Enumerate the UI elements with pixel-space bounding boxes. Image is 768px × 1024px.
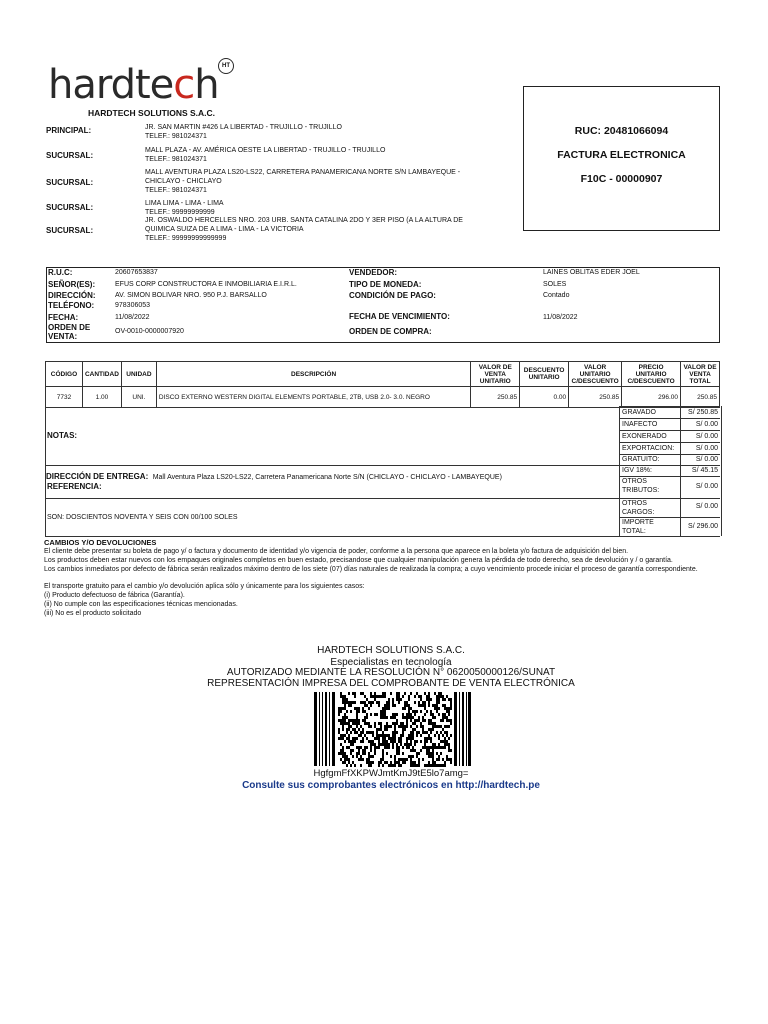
divider <box>619 406 720 407</box>
footer-slogan: Especialistas en tecnología <box>330 657 452 668</box>
logo-text-main: hardte <box>48 62 174 108</box>
returns-paragraph: Los productos deben estar nuevos con los empaques originales completos en buen estado, precisandose que cualquier manipulación genera la pérdida de todo derecho, sea de devolución y / o garantía. <box>44 557 673 564</box>
total-label-gravado: GRAVADO <box>622 409 656 416</box>
branch-address-sucursal-3 <box>145 199 505 217</box>
branch-line: MALL PLAZA - AV. AMÉRICA OESTE LA LIBERTAD - TRUJILLO - TRUJILLO <box>145 147 386 154</box>
total-value-gravado: S/ 250.85 <box>688 409 718 416</box>
client-order-label <box>48 323 90 341</box>
col-quantity: CANTIDAD <box>82 362 121 387</box>
consult-link[interactable]: Consulte sus comprobantes electrónicos en http://hardtech.pe <box>242 780 540 791</box>
total-value-grand-total: S/ 296.00 <box>688 523 718 530</box>
branch-label-sucursal-1: SUCURSAL: <box>46 151 94 160</box>
logo-badge: HT <box>218 58 234 74</box>
branch-label-principal: PRINCIPAL: <box>46 126 92 135</box>
branch-label-sucursal-4: SUCURSAL: <box>46 226 94 235</box>
delivery-label: DIRECCIÓN DE ENTREGA: <box>46 472 149 481</box>
total-label-inafecto: INAFECTO <box>622 421 658 428</box>
due-date: 11/08/2022 <box>543 314 578 321</box>
purchase-order-label: ORDEN DE COMPRA: <box>349 327 432 336</box>
col-total: VALOR DE VENTA TOTAL <box>681 362 720 387</box>
client-ruc: 20607653837 <box>115 269 158 276</box>
col-unit-price-discount: PRECIO UNITARIO C/DESCUENTO <box>622 362 681 387</box>
cell-unit: UNI. <box>121 387 156 408</box>
delivery-address-row <box>46 466 502 484</box>
branch-address-principal <box>145 123 505 141</box>
branch-phone: TELEF.: 99999999999999 <box>145 235 227 242</box>
divider <box>619 442 720 443</box>
returns-case: (iii) No es el producto solicitado <box>44 610 142 617</box>
total-value-other-taxes: S/ 0.00 <box>695 483 718 490</box>
payment: Contado <box>543 292 570 299</box>
invoice-type: FACTURA ELECTRONICA <box>557 149 686 161</box>
cell-quantity: 1.00 <box>82 387 121 408</box>
invoice-number: F10C - 00000907 <box>580 173 663 185</box>
notes-label: NOTAS: <box>47 431 78 440</box>
footer-hash: HgfgmFfXKPWJmtKmJ9tE5lo7amg= <box>313 768 469 779</box>
client-address-label: DIRECCIÓN: <box>48 291 96 300</box>
payment-label: CONDICIÓN DE PAGO: <box>349 291 436 300</box>
total-label-grand-total: IMPORTE TOTAL: <box>622 519 654 535</box>
cell-discount: 0.00 <box>520 387 569 408</box>
total-label-other-taxes: OTROS TRIBUTOS: <box>622 478 660 494</box>
branch-line: LIMA LIMA - LIMA - LIMA <box>145 200 224 207</box>
branch-address-sucursal-4 <box>145 216 515 243</box>
branch-line: JR. SAN MARTIN #426 LA LIBERTAD - TRUJILLO - TRUJILLO <box>145 124 342 131</box>
total-label-igv: IGV 18%: <box>622 467 652 474</box>
client-name: EFUS CORP CONSTRUCTORA E INMOBILIARIA E.I.R.L. <box>115 281 297 288</box>
client-info-box <box>46 267 720 343</box>
col-code: CÓDIGO <box>46 362 83 387</box>
branch-address-sucursal-1 <box>145 146 505 164</box>
total-value-exportacion: S/ 0.00 <box>695 445 718 452</box>
items-header-row <box>46 362 720 387</box>
order-label-line2: VENTA: <box>48 332 78 341</box>
client-phone: 978306053 <box>115 302 151 309</box>
branch-phone: TELEF.: 981024371 <box>145 156 207 163</box>
total-value-inafecto: S/ 0.00 <box>695 421 718 428</box>
footer-representation: REPRESENTACIÓN IMPRESA DEL COMPROBANTE DE VENTA ELECTRÓNICA <box>207 678 575 689</box>
items-table <box>45 361 720 408</box>
divider <box>619 454 720 455</box>
returns-paragraph: Los cambios inmediatos por defecto de fábrica serán realizados máximo dentro de los siete (07) días naturales de realizada la compra; a cuyo vencimiento procede iniciar el proceso de garantía correspondiente. <box>44 566 698 573</box>
client-date-label: FECHA: <box>48 313 79 322</box>
col-description: DESCRIPCIÓN <box>156 362 470 387</box>
company-logo <box>48 62 248 108</box>
col-discount: DESCUENTO UNITARIO <box>520 362 569 387</box>
divider <box>619 418 720 419</box>
returns-title: CAMBIOS Y/O DEVOLUCIONES <box>44 538 157 547</box>
returns-paragraph: El transporte gratuito para el cambio y/o devolución aplica sólo y únicamente para los siguientes casos: <box>44 583 365 590</box>
branch-phone: TELEF.: 99999999999 <box>145 209 215 216</box>
cell-code: 7732 <box>46 387 83 408</box>
branch-line: QUIMICA SUIZA DE A LIMA - LIMA - LA VICTORIA <box>145 226 304 233</box>
returns-case: (ii) No cumple con las especificaciones técnicas mencionadas. <box>44 601 238 608</box>
branch-line: CHICLAYO - CHICLAYO <box>145 178 222 185</box>
logo-text-end: h <box>194 62 219 108</box>
total-label-other-charges: OTROS CARGOS: <box>622 500 655 516</box>
cell-unit-value-discount: 250.85 <box>569 387 622 408</box>
logo-text-accent: c <box>173 62 195 108</box>
company-name: HARDTECH SOLUTIONS S.A.C. <box>88 108 216 118</box>
footer-company: HARDTECH SOLUTIONS S.A.C. <box>317 645 465 656</box>
delivery-address: Mall Aventura Plaza LS20-LS22, Carretera Panamericana Norte S/N (CHICLAYO - CHICLAYO - LAMBAYEQUE) <box>152 474 502 481</box>
branch-line: MALL AVENTURA PLAZA LS20-LS22, CARRETERA PANAMERICANA NORTE S/N LAMBAYEQUE - <box>145 169 461 176</box>
returns-paragraph: El cliente debe presentar su boleta de pago y/ o factura y documento de identidad y/o vigencia de poder, conforme a la persona que aparece en la boleta y/o factura de adquisición del bien. <box>44 548 629 555</box>
total-value-exonerado: S/ 0.00 <box>695 433 718 440</box>
barcode-icon <box>312 690 472 768</box>
reference-label: REFERENCIA: <box>47 482 102 491</box>
due-date-label: FECHA DE VENCIMIENTO: <box>349 312 450 321</box>
returns-policy <box>44 538 722 618</box>
client-phone-label: TELÉFONO: <box>48 301 95 310</box>
amount-in-words: SON: DOSCIENTOS NOVENTA Y SEIS CON 00/100 SOLES <box>47 514 238 521</box>
branch-address-sucursal-2 <box>145 168 515 195</box>
currency-label: TIPO DE MONEDA: <box>349 280 422 289</box>
order-label-line1: ORDEN DE <box>48 323 91 332</box>
total-label-exportacion: EXPORTACION: <box>622 445 675 452</box>
seller-label: VENDEDOR: <box>349 268 398 277</box>
col-unit: UNIDAD <box>121 362 156 387</box>
branch-phone: TELEF.: 981024371 <box>145 187 207 194</box>
client-ruc-label: R.U.C: <box>48 268 73 277</box>
total-label-gratuito: GRATUITO: <box>622 456 660 463</box>
col-unit-value: VALOR DE VENTA UNITARIO <box>471 362 520 387</box>
client-order: OV-0010-0000007920 <box>115 328 184 335</box>
branch-label-sucursal-2: SUCURSAL: <box>46 178 94 187</box>
returns-case: (i) Producto defectuoso de fábrica (Garantía). <box>44 592 185 599</box>
cell-unit-value: 250.85 <box>471 387 520 408</box>
footer-resolution: AUTORIZADO MEDIANTE LA RESOLUCIÓN N° 0620050000126/SUNAT <box>226 667 556 678</box>
branch-phone: TELEF.: 981024371 <box>145 133 207 140</box>
total-value-igv: S/ 45.15 <box>691 467 718 474</box>
cell-description: DISCO EXTERNO WESTERN DIGITAL ELEMENTS PORTABLE, 2TB, USB 2.0- 3.0. NEGRO <box>156 387 470 408</box>
total-label-exonerado: EXONERADO <box>622 433 667 440</box>
invoice-id-box <box>523 86 720 231</box>
branch-label-sucursal-3: SUCURSAL: <box>46 203 94 212</box>
total-value-gratuito: S/ 0.00 <box>695 456 718 463</box>
table-row <box>46 387 720 408</box>
divider <box>45 498 720 499</box>
invoice-ruc: RUC: 20481066094 <box>574 125 669 137</box>
total-value-other-charges: S/ 0.00 <box>695 503 718 510</box>
currency: SOLES <box>543 281 567 288</box>
seller: LAINES OBLITAS EDER JOEL <box>543 269 640 276</box>
client-name-label: SEÑOR(ES): <box>48 280 96 289</box>
divider <box>45 536 720 537</box>
cell-unit-price-discount: 296.00 <box>622 387 681 408</box>
client-address: AV. SIMON BOLIVAR NRO. 950 P.J. BARSALLO <box>115 292 267 299</box>
col-unit-value-discount: VALOR UNITARIO C/DESCUENTO <box>569 362 622 387</box>
cell-total: 250.85 <box>681 387 720 408</box>
client-date: 11/08/2022 <box>115 314 150 321</box>
branch-line: JR. OSWALDO HERCELLES NRO. 203 URB. SANTA CATALINA 2DO Y 3ER PISO (A LA ALTURA DE <box>145 217 463 224</box>
divider <box>619 430 720 431</box>
